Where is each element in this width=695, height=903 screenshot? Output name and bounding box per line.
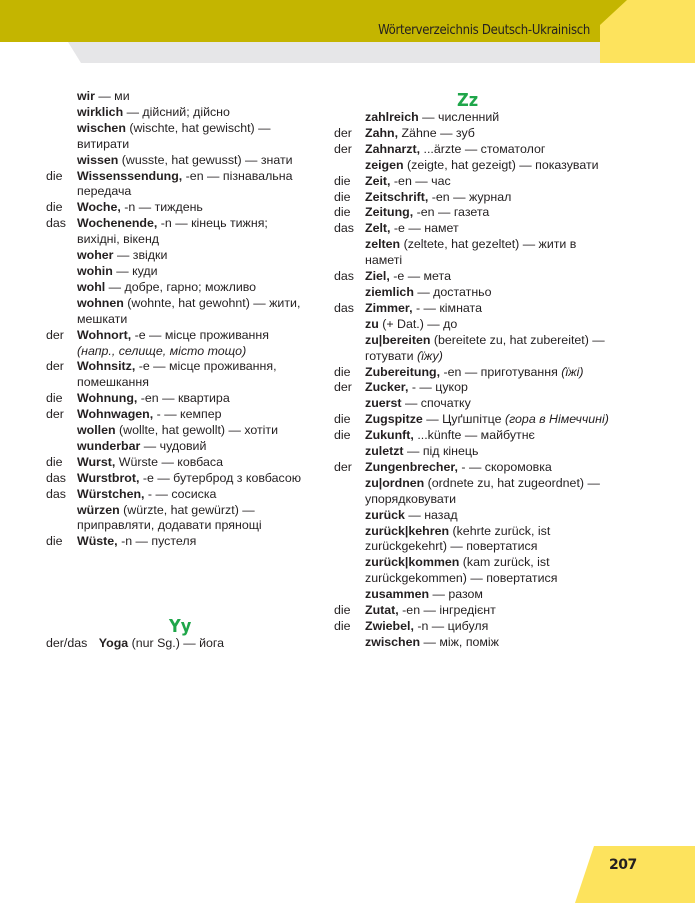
entry-lemma: Ziel, [365,269,390,284]
dictionary-entry [334,365,614,381]
entry-translation: (zeltete, hat gezeltet) — жити в наметі [365,237,577,268]
entry-lemma: Wochenende, [77,216,158,231]
header-underband [0,42,605,63]
entry-lemma: Zimmer, [365,300,413,315]
entry-lemma: Wohnung, [77,391,138,406]
entry-article: der/das [46,636,88,650]
entry-lemma: woher [77,248,114,263]
dictionary-entry [334,476,614,508]
entry-lemma: wissen [77,152,119,167]
dictionary-entry [46,391,306,407]
entry-lemma: Zeitung, [365,205,414,220]
entry-lemma: Yoga [98,636,129,650]
dictionary-entry [334,190,614,206]
entry-article: die [46,534,63,549]
entry-lemma: Zungenbrecher, [365,459,458,474]
dictionary-entry [334,333,614,365]
dictionary-entry [46,89,306,105]
entry-translation: -en — час [390,173,451,188]
entry-article: der [46,359,64,374]
section-letter-z: Zz [457,90,479,111]
entry-article: die [46,391,63,406]
dictionary-entry [334,508,614,524]
entry-translation: - — кемпер [153,407,222,422]
dictionary-entry [46,296,306,328]
dictionary-entry [334,174,614,190]
entry-translation: -e — мета [389,269,451,284]
entry-translation: (wischte, hat gewischt) — витирати [77,120,271,151]
dictionary-entry [334,158,614,174]
entry-article: das [46,470,66,485]
entry-lemma: ziemlich [365,284,414,299]
entry-lemma: zahlreich [365,110,419,124]
entry-translation: (nur Sg.) — йога [128,636,225,650]
entry-lemma: zeigen [365,157,404,172]
entry-translation: - — цукор [408,380,468,395]
entry-translation: — ми [94,89,130,103]
entry-lemma: wunderbar [77,438,141,453]
entry-lemma: wohnen [77,295,124,310]
dictionary-entry [334,603,614,619]
dictionary-entry [46,153,306,169]
entry-translation: - — скоромовка [457,459,552,474]
entry-article: die [334,173,351,188]
dictionary-entry [46,359,306,391]
entry-lemma: Zwiebel, [365,619,414,633]
entry-lemma: zelten [365,237,401,252]
entry-lemma: Würstchen, [77,486,145,501]
entry-lemma: Zugspitze [365,412,423,427]
entry-translation: -en — журнал [428,189,512,204]
dictionary-entry [46,200,306,216]
entry-translation: — чудовий [140,438,207,453]
entry-translation: -en — інгредієнт [398,603,496,618]
dictionary-entry [334,460,614,476]
entry-translation: — разом [429,587,483,602]
entry-article: das [46,216,66,231]
entry-translation: -e — місце проживання [131,327,269,342]
entry-translation: -e — намет [390,221,459,236]
entry-translation: -n — цибуля [413,619,489,633]
entry-article: die [334,412,351,427]
dictionary-entry [334,380,614,396]
entry-lemma: zwischen [365,634,421,649]
dictionary-entry [334,269,614,285]
entry-translation: — куди [112,263,158,278]
entry-translation: -n — пустеля [117,534,197,549]
entry-article: der [334,125,352,140]
entry-article: die [334,603,351,618]
entry-note: (їжу) [416,348,443,363]
dictionary-entry [334,301,614,317]
entry-article: der [334,380,352,395]
entry-lemma: Wurstbrot, [77,470,140,485]
entry-lemma: Wissenssendung, [77,168,183,183]
entry-article: die [334,428,351,443]
entry-lemma: wirklich [77,104,124,119]
dictionary-entry [46,169,306,201]
entry-lemma: Zucker, [365,380,409,395]
dictionary-entry [334,555,614,587]
entry-article: der [46,407,64,422]
entry-lemma: wohl [77,279,106,294]
entry-translation: — добре, гарно; можливо [105,279,257,294]
dictionary-entry-yoga [46,636,224,652]
entry-article: das [334,300,354,315]
dictionary-entry [334,635,614,651]
entry-translation: -en — квартира [137,391,230,406]
entry-lemma: wohin [77,263,113,278]
entry-translation: (kam zurück, ist zurückgekommen) — повертатися [365,555,558,586]
dictionary-entry [334,587,614,603]
entry-lemma: zurück|kehren [365,523,450,538]
entry-note: (їжі) [561,364,584,379]
entry-translation: — достатньо [413,284,492,299]
dictionary-entry [46,216,306,248]
entry-translation: ...ärzte — стоматолог [420,141,546,156]
entry-translation: -en — газета [413,205,490,220]
entry-translation: -e — бутерброд з ковбасою [139,470,302,485]
entry-lemma: zurück [365,507,405,522]
dictionary-entry [46,487,306,503]
entry-note: (гора в Німеччині) [504,412,609,427]
dictionary-entry [46,423,306,439]
entry-lemma: würzen [77,502,120,517]
entry-article: die [46,200,63,215]
entry-translation: — численний [418,110,500,124]
entry-lemma: zu [365,316,379,331]
entry-lemma: zu|ordnen [365,475,425,490]
entry-lemma: Wohnwagen, [77,407,154,422]
entry-translation: - — кімната [412,300,482,315]
dictionary-entry [46,439,306,455]
entry-lemma: Zahn, [365,125,399,140]
dictionary-entry [46,503,306,535]
entry-lemma: Zeit, [365,173,391,188]
entry-translation: — спочатку [401,396,471,411]
dictionary-entry [334,237,614,269]
entry-lemma: wir [77,89,95,103]
dictionary-entry [46,248,306,264]
entry-article: die [334,364,351,379]
entry-lemma: Wohnsitz, [77,359,136,374]
footer-page-tab [575,846,695,903]
dictionary-entry [46,407,306,423]
entry-article: der [334,141,352,156]
dictionary-entry [334,619,614,635]
dictionary-entry [46,264,306,280]
entry-article: das [46,486,66,501]
dictionary-entry [46,105,306,121]
dictionary-entry [46,534,306,550]
page-number: 207 [609,857,637,873]
entry-lemma: Wurst, [77,454,116,469]
entry-translation: (+ Dat.) — до [378,316,458,331]
entry-translation: — назад [404,507,458,522]
entry-article: die [334,619,351,633]
entry-lemma: zurück|kommen [365,555,460,570]
entry-lemma: Zutat, [365,603,399,618]
dictionary-entry [334,142,614,158]
dictionary-entry [46,121,306,153]
entry-article: der [46,327,64,342]
entry-translation: — Цуґшпітце [422,412,505,427]
entry-translation: (ordnete zu, hat zugeordnet) — упорядковувати [365,475,600,506]
entry-translation: (zeigte, hat gezeigt) — показувати [403,157,599,172]
dictionary-entry [334,285,614,301]
entry-translation: — між, поміж [420,634,499,649]
entry-translation: (kehrte zurück, ist zurückgekehrt) — повертатися [365,523,551,554]
dictionary-entry [334,317,614,333]
entry-translation: -n — кінець тижня; вихідні, вікенд [77,216,268,247]
dictionary-entry [334,524,614,556]
entry-translation: (wohnte, hat gewohnt) — жити, мешкати [77,295,301,326]
dictionary-entry [334,396,614,412]
entry-lemma: Zubereitung, [365,364,441,379]
dictionary-entry [334,444,614,460]
entry-translation: (würzte, hat gewürzt) — приправляти, додавати прянощі [77,502,262,533]
entry-translation: Würste — ковбаса [115,454,223,469]
entry-translation: — дійсний; дійсно [123,104,230,119]
entry-article: das [334,221,354,236]
dictionary-entry [334,428,614,444]
entry-article: die [334,189,351,204]
entry-lemma: Zahnarzt, [365,141,421,156]
entry-lemma: zuletzt [365,444,404,459]
dictionary-entry [46,328,306,360]
dictionary-entry [334,110,614,126]
entry-article: das [334,269,354,284]
entry-translation: -en — пізнавальна передача [77,168,293,199]
entry-lemma: zu|bereiten [365,332,431,347]
entry-article: die [46,168,63,183]
dictionary-entry [334,412,614,428]
entry-translation: (wusste, hat gewusst) — знати [118,152,293,167]
entry-lemma: zuerst [365,396,402,411]
entry-translation: -e — місце проживання, помешкання [77,359,277,390]
entry-article: die [46,454,63,469]
dictionary-column-right [334,110,614,651]
entry-lemma: Wohnort, [77,327,132,342]
entry-article: die [334,205,351,220]
section-letter-y: Yy [169,616,192,637]
dictionary-entry [334,126,614,142]
dictionary-entry [46,471,306,487]
entry-translation: Zähne — зуб [398,125,475,140]
entry-translation: (bereitete zu, hat zubereitet) — готувати [365,332,605,363]
entry-lemma: Wüste, [77,534,118,549]
page-header-title: Wörterverzeichnis Deutsch-Ukrainisch [378,23,590,38]
entry-translation: — під кінець [403,444,479,459]
entry-lemma: Woche, [77,200,121,215]
entry-translation: ...künfte — майбутнє [413,428,535,443]
entry-translation: — звідки [113,248,168,263]
entry-translation: -n — тиждень [120,200,203,215]
entry-translation: -en — приготування [440,364,562,379]
entry-lemma: Zelt, [365,221,391,236]
entry-lemma: Zukunft, [365,428,414,443]
entry-lemma: Zeitschrift, [365,189,429,204]
dictionary-entry [46,280,306,296]
entry-lemma: zusammen [365,587,430,602]
entry-article: der [334,459,352,474]
entry-lemma: wischen [77,120,126,135]
entry-translation: (wollte, hat gewollt) — хотіти [115,423,279,438]
dictionary-entry [46,455,306,471]
dictionary-entry [334,221,614,237]
entry-translation: - — сосиска [144,486,217,501]
entry-note: (напр., селище, місто тощо) [77,343,247,358]
entry-lemma: wollen [77,423,116,438]
dictionary-column-left [46,89,306,550]
dictionary-entry [334,205,614,221]
